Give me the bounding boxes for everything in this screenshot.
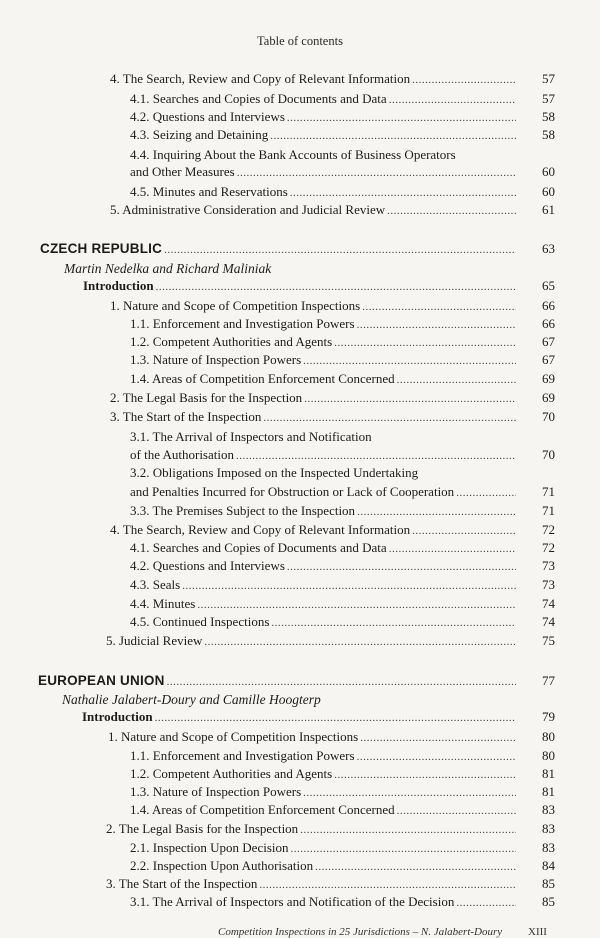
dot-leader: [271, 614, 516, 632]
toc-page-number: 83: [542, 840, 555, 855]
toc-entry: [0, 691, 600, 709]
dot-leader: [236, 447, 516, 465]
toc-page-number: 69: [542, 390, 555, 405]
toc-entry: [0, 260, 600, 278]
dot-leader: [237, 164, 516, 182]
toc-entry: [0, 333, 600, 351]
dot-leader: [287, 109, 516, 127]
dot-leader: [334, 334, 516, 352]
toc-entry: [0, 728, 600, 746]
toc-page-number: 83: [542, 802, 555, 817]
toc-entry: [0, 163, 600, 181]
toc-entry-label: 2. The Legal Basis for the Inspection: [110, 390, 303, 405]
toc-page-number: 71: [542, 484, 555, 499]
dot-leader: [456, 894, 516, 912]
toc-page-number: 85: [542, 876, 555, 891]
toc-entry: [0, 576, 600, 594]
dot-leader: [287, 558, 516, 576]
dot-leader: [167, 673, 516, 691]
toc-entry-label: 4.4. Inquiring About the Bank Accounts of Business Operators: [130, 147, 456, 162]
toc-entry-label: 4.1. Searches and Copies of Documents and Data: [130, 91, 387, 106]
toc-page-number: 73: [542, 577, 555, 592]
toc-entry: [0, 632, 600, 650]
toc-entry: [0, 783, 600, 801]
toc-entry: [0, 351, 600, 369]
section-heading: Introduction: [82, 709, 153, 724]
running-footer: Competition Inspections in 25 Jurisdictions – N. Jalabert-Doury: [218, 926, 503, 938]
dot-leader: [197, 596, 516, 614]
dot-leader: [270, 127, 516, 145]
toc-page-number: 81: [542, 766, 555, 781]
dot-leader: [389, 540, 516, 558]
toc-page-number: 77: [542, 673, 555, 688]
dot-leader: [412, 522, 516, 540]
toc-entry-label: 2.2. Inspection Upon Authorisation: [130, 858, 314, 873]
toc-page-number: 70: [542, 447, 555, 462]
toc-entry: [0, 765, 600, 783]
chapter-title: EUROPEAN UNION: [38, 673, 165, 688]
chapter-authors: Nathalie Jalabert-Doury and Camille Hoogterp: [62, 692, 321, 707]
toc-entry: [0, 446, 600, 464]
toc-entry: [0, 297, 600, 315]
toc-entry: [0, 90, 600, 108]
toc-page-number: 85: [542, 894, 555, 909]
toc-entry-label: and Other Measures: [130, 164, 235, 179]
toc-entry-label: 4.1. Searches and Copies of Documents and Data: [130, 540, 387, 555]
toc-entry: [0, 370, 600, 388]
toc-entry: [0, 539, 600, 557]
toc-page-number: 80: [542, 748, 555, 763]
toc-entry: [0, 389, 600, 407]
toc-entry-label: 1. Nature and Scope of Competition Inspections: [108, 729, 359, 744]
toc-entry: [0, 146, 600, 164]
toc-entry: [0, 820, 600, 838]
toc-page-number: 72: [542, 522, 555, 537]
toc-entry-label: 4.2. Questions and Interviews: [130, 109, 285, 124]
dot-leader: [290, 184, 516, 202]
toc-page-number: 75: [542, 633, 555, 648]
dot-leader: [164, 241, 516, 259]
toc-entry-label: 4.5. Continued Inspections: [130, 614, 270, 629]
toc-entry-label: 1.3. Nature of Inspection Powers: [130, 352, 302, 367]
toc-entry-label: 3. The Start of the Inspection: [110, 409, 262, 424]
dot-leader: [303, 352, 516, 370]
dot-leader: [397, 802, 516, 820]
dot-leader: [456, 484, 516, 502]
toc-entry-label: 4. The Search, Review and Copy of Relevant Information: [110, 71, 411, 86]
dot-leader: [304, 390, 516, 408]
toc-entry: [0, 857, 600, 875]
toc-entry-label: 3.2. Obligations Imposed on the Inspected Undertaking: [130, 465, 419, 480]
toc-entry-label: 3. The Start of the Inspection: [106, 876, 258, 891]
toc-entry-label: 4.2. Questions and Interviews: [130, 558, 285, 573]
toc-page-number: 60: [542, 164, 555, 179]
dot-leader: [389, 91, 516, 109]
toc-entry: [0, 108, 600, 126]
toc-page-number: 70: [542, 409, 555, 424]
toc-entry-label: 3.1. The Arrival of Inspectors and Notification of the Decision: [130, 894, 455, 909]
chapter-title: CZECH REPUBLIC: [40, 241, 163, 256]
toc-page-number: 81: [542, 784, 555, 799]
toc-entry-label: 1.1. Enforcement and Investigation Powers: [130, 316, 355, 331]
toc-page-number: 58: [542, 109, 555, 124]
toc-entry-label: 1.4. Areas of Competition Enforcement Concerned: [130, 802, 395, 817]
dot-leader: [156, 278, 516, 296]
toc-page-number: 58: [542, 127, 555, 142]
dot-leader: [397, 371, 516, 389]
dot-leader: [412, 71, 516, 89]
toc-entry: [0, 483, 600, 501]
toc-page-number: 73: [542, 558, 555, 573]
toc-entry-label: 5. Administrative Consideration and Judicial Review: [110, 202, 386, 217]
dot-leader: [303, 784, 516, 802]
toc-entry: [0, 747, 600, 765]
toc-entry: [0, 201, 600, 219]
toc-entry: [0, 839, 600, 857]
toc-page-number: 61: [542, 202, 555, 217]
toc-entry: [0, 613, 600, 631]
toc-entry-label: 4.4. Minutes: [130, 596, 196, 611]
dot-leader: [182, 577, 516, 595]
toc-entry: [0, 183, 600, 201]
toc-page-number: 66: [542, 316, 555, 331]
dot-leader: [357, 503, 516, 521]
toc-entry: [0, 672, 600, 690]
dot-leader: [155, 709, 516, 727]
toc-entry-label: 1.3. Nature of Inspection Powers: [130, 784, 302, 799]
toc-entry-label: 2. The Legal Basis for the Inspection: [106, 821, 299, 836]
toc-entry-label: 1.2. Competent Authorities and Agents: [130, 334, 333, 349]
toc-entry-label: 3.3. The Premises Subject to the Inspection: [130, 503, 356, 518]
toc-entry-label: 1. Nature and Scope of Competition Inspections: [110, 298, 361, 313]
toc-entry: [0, 557, 600, 575]
toc-entry-label: 1.2. Competent Authorities and Agents: [130, 766, 333, 781]
toc-page-number: 60: [542, 184, 555, 199]
dot-leader: [387, 202, 516, 220]
toc-entry: [0, 875, 600, 893]
toc-page-number: 57: [542, 91, 555, 106]
running-header: Table of contents: [257, 34, 343, 48]
toc-page-number: 67: [542, 334, 555, 349]
toc-page-number: 74: [542, 614, 555, 629]
toc-entry: [0, 893, 600, 911]
toc-page-number: 63: [542, 241, 555, 256]
toc-entry: [0, 315, 600, 333]
dot-leader: [204, 633, 516, 651]
toc-page-number: 66: [542, 298, 555, 313]
toc-entry: [0, 126, 600, 144]
toc-page-number: 84: [542, 858, 555, 873]
dot-leader: [360, 729, 516, 747]
toc-entry: [0, 464, 600, 482]
toc-page-number: 65: [542, 278, 555, 293]
toc-page-number: 57: [542, 71, 555, 86]
toc-page-number: 72: [542, 540, 555, 555]
page-number: XIII: [528, 926, 547, 938]
toc-entry-label: 4.5. Minutes and Reservations: [130, 184, 288, 199]
toc-entry: [0, 708, 600, 726]
toc-entry-label: 1.1. Enforcement and Investigation Powers: [130, 748, 355, 763]
toc-entry: [0, 521, 600, 539]
toc-entry-label: 2.1. Inspection Upon Decision: [130, 840, 289, 855]
toc-entry-label: of the Authorisation: [130, 447, 234, 462]
toc-entry-label: and Penalties Incurred for Obstruction or Lack of Cooperation: [130, 484, 455, 499]
dot-leader: [315, 858, 516, 876]
toc-entry: [0, 408, 600, 426]
toc-page-number: 83: [542, 821, 555, 836]
section-heading: Introduction: [83, 278, 154, 293]
dot-leader: [357, 316, 516, 334]
toc-entry: [0, 277, 600, 295]
dot-leader: [362, 298, 516, 316]
toc-entry: [0, 502, 600, 520]
chapter-authors: Martin Nedelka and Richard Maliniak: [64, 261, 272, 276]
toc-page-number: 74: [542, 596, 555, 611]
toc-entry: [0, 70, 600, 88]
toc-entry-label: 1.4. Areas of Competition Enforcement Concerned: [130, 371, 395, 386]
toc-page-number: 71: [542, 503, 555, 518]
toc-entry-label: 3.1. The Arrival of Inspectors and Notification: [130, 429, 372, 444]
toc-page-number: 79: [542, 709, 555, 724]
toc-entry: [0, 240, 600, 258]
toc-entry-label: 4. The Search, Review and Copy of Relevant Information: [110, 522, 411, 537]
toc-page-number: 80: [542, 729, 555, 744]
toc-page-number: 69: [542, 371, 555, 386]
toc-entry-label: 4.3. Seals: [130, 577, 181, 592]
toc-entry-label: 4.3. Seizing and Detaining: [130, 127, 269, 142]
toc-entry: [0, 801, 600, 819]
dot-leader: [357, 748, 516, 766]
toc-entry-label: 5. Judicial Review: [106, 633, 203, 648]
dot-leader: [300, 821, 516, 839]
dot-leader: [334, 766, 516, 784]
toc-page-number: 67: [542, 352, 555, 367]
toc-entry: [0, 428, 600, 446]
dot-leader: [263, 409, 516, 427]
dot-leader: [291, 840, 516, 858]
toc-entry: [0, 595, 600, 613]
dot-leader: [259, 876, 516, 894]
